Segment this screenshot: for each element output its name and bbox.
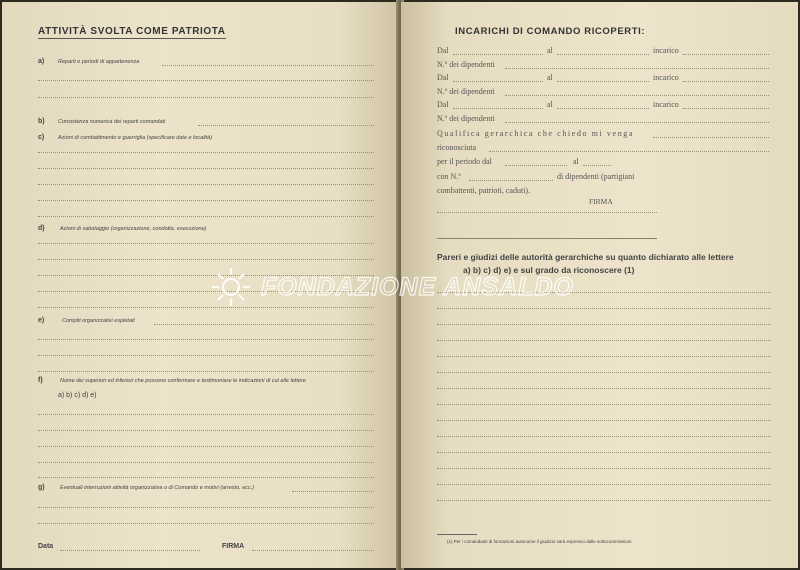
pareri-line-2: a) b) c) d) e) e sul grado da riconoscere (1) bbox=[463, 265, 635, 275]
section-b-letter: b) bbox=[38, 118, 45, 125]
al-3: al bbox=[547, 100, 553, 109]
section-b-text: Consistenza numerica dei reparti comandati bbox=[58, 119, 166, 125]
section-d-text: Azioni di sabotaggio (organizzazione, condotta, esecuzione) bbox=[60, 226, 207, 232]
right-page bbox=[401, 2, 798, 568]
footnote: (1) Per i comandanti di formazioni autonome il giudizio sarà espresso dalle sottocommissioni. bbox=[447, 539, 633, 544]
section-a-letter: a) bbox=[38, 58, 45, 65]
left-page bbox=[2, 2, 398, 568]
combattenti-text: combattenti, patrioti, caduti). bbox=[437, 186, 531, 195]
dal-3: Dal bbox=[437, 100, 449, 109]
section-f-text: Nome dei superiori ed inferiori che possono confermare e testimoniare le indicazioni di cui alle lettere bbox=[60, 378, 306, 384]
section-g-letter: g) bbox=[38, 484, 45, 491]
al-2: al bbox=[547, 73, 553, 82]
periodo-text: per il periodo dal bbox=[437, 157, 492, 166]
pareri-line-1: Pareri e giudizi delle autorità gerarchiche su quanto dichiarato alle lettere bbox=[437, 252, 734, 262]
dipendenti-2: N.º dei dipendenti bbox=[437, 87, 495, 96]
al-1: al bbox=[547, 46, 553, 55]
dipendenti-1: N.º dei dipendenti bbox=[437, 60, 495, 69]
dal-1: Dal bbox=[437, 46, 449, 55]
con-text: con N.º bbox=[437, 172, 461, 181]
dal-2: Dal bbox=[437, 73, 449, 82]
section-f-letter: f) bbox=[38, 377, 43, 384]
incarico-3: incarico bbox=[653, 100, 679, 109]
dipendenti-3: N.º dei dipendenti bbox=[437, 114, 495, 123]
section-d-letter: d) bbox=[38, 225, 45, 232]
section-g-text: Eventuali interruzioni attività organizzativa o di Comando e motivi (arresto, ecc.) bbox=[60, 485, 255, 491]
dipendenti-partigiani: di dipendenti (partigiani bbox=[557, 172, 635, 181]
pareri-heading bbox=[437, 251, 777, 277]
section-c-letter: c) bbox=[38, 134, 45, 141]
firma-label-left: FIRMA bbox=[222, 543, 245, 550]
right-title: INCARICHI DI COMANDO RICOPERTI: bbox=[455, 26, 646, 37]
al-periodo: al bbox=[573, 157, 579, 166]
section-e-text: Compiti organizzativi espletati bbox=[62, 318, 135, 324]
section-a-text: Reparti e periodi di appartenenza bbox=[58, 59, 140, 65]
section-e-letter: e) bbox=[38, 317, 45, 324]
incarico-2: incarico bbox=[653, 73, 679, 82]
data-label: Data bbox=[38, 543, 54, 550]
qualifica-text: Qualifica gerarchica che chiedo mi venga bbox=[437, 129, 635, 138]
left-title: ATTIVITÀ SVOLTA COME PATRIOTA bbox=[38, 26, 226, 37]
riconosciuta-text: riconosciuta bbox=[437, 143, 477, 152]
firma-label-right: FIRMA bbox=[589, 197, 613, 206]
incarico-1: incarico bbox=[653, 46, 679, 55]
section-c-text: Azioni di combattimento e guerriglia (specificare date e località) bbox=[58, 135, 213, 141]
section-f-letters: a) b) c) d) e) bbox=[58, 392, 97, 399]
